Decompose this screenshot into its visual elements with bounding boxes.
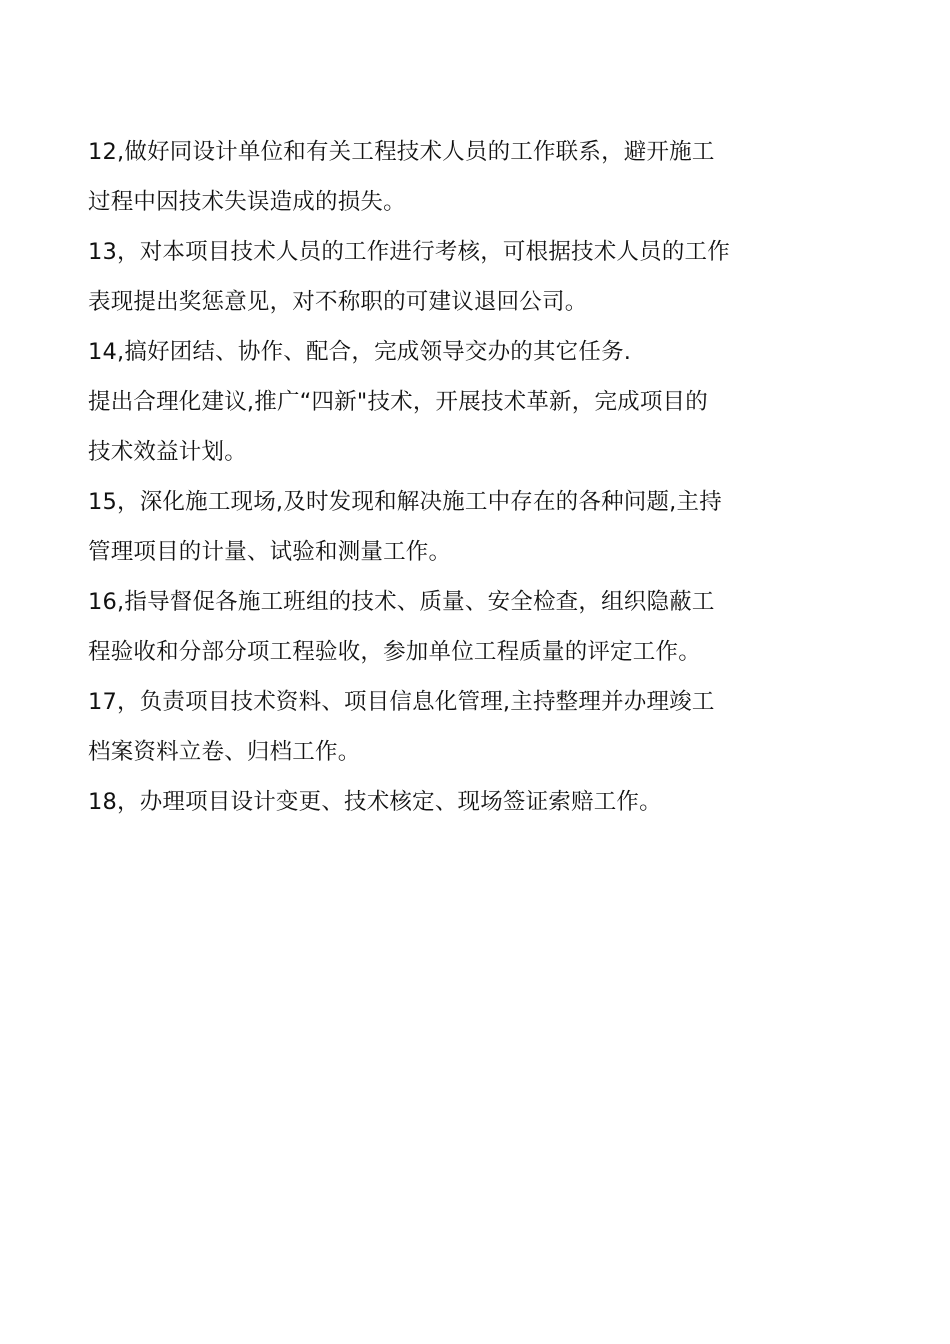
document-body <box>88 127 868 827</box>
text-line: 18，办理项目设计变更、技术核定、现场签证索赔工作。 <box>88 789 662 815</box>
text-line: 程验收和分部分项工程验收，参加单位工程质量的评定工作。 <box>88 639 701 665</box>
text-line: 过程中因技术失误造成的损失。 <box>88 189 406 215</box>
text-line: 提出合理化建议,推广“四新"技术，开展技术革新，完成项目的 <box>88 389 708 415</box>
text-line: 12,做好同设计单位和有关工程技术人员的工作联系，避开施工 <box>88 139 715 165</box>
text-line: 15，深化施工现场,及时发现和解决施工中存在的各种问题,主持 <box>88 489 722 515</box>
text-line: 14,搞好团结、协作、配合，完成领导交办的其它任务. <box>88 339 632 365</box>
text-line: 技术效益计划。 <box>88 439 247 465</box>
text-line: 表现提出奖惩意见，对不称职的可建议退回公司。 <box>88 289 588 315</box>
text-line: 17，负责项目技术资料、项目信息化管理,主持整理并办理竣工 <box>88 689 715 715</box>
text-line: 档案资料立卷、归档工作。 <box>88 739 361 765</box>
text-line: 16,指导督促各施工班组的技术、质量、安全检查，组织隐蔽工 <box>88 589 715 615</box>
text-line: 管理项目的计量、试验和测量工作。 <box>88 539 452 565</box>
text-line: 13，对本项目技术人员的工作进行考核，可根据技术人员的工作 <box>88 239 730 265</box>
